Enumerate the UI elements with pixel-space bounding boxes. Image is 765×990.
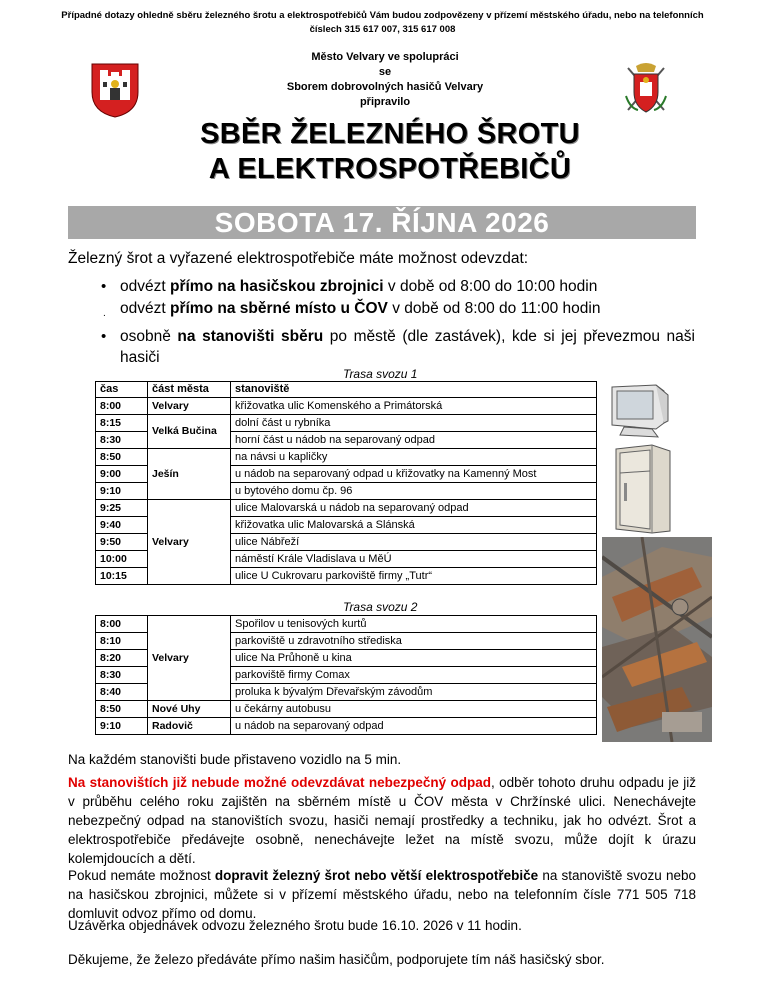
table-row: [96, 415, 597, 432]
time-cell: 9:10: [96, 718, 148, 735]
bullet-icon: •: [101, 328, 107, 345]
stop-cell: ulice Na Průhoně u kina: [231, 650, 597, 667]
option-text: po městě (dle zastávek), kde si jej převezmou naši hasiči: [120, 328, 695, 366]
time-cell: 9:00: [96, 466, 148, 483]
bullet-icon: •: [101, 278, 107, 295]
option-text: odvézt: [120, 300, 170, 317]
time-cell: 9:25: [96, 500, 148, 517]
intro-block: [230, 50, 540, 110]
time-cell: 9:40: [96, 517, 148, 534]
crt-monitor-icon: [608, 383, 670, 441]
table-header-row: [96, 382, 597, 398]
stop-cell: proluka k bývalým Dřevařským závodům: [231, 684, 597, 701]
intro-line: Město Velvary ve spolupráci: [311, 51, 459, 63]
part-cell: Velvary: [148, 500, 231, 585]
warning-text: , odběr tohoto druhu odpadu je již v průběhu celého roku zajištěn na sběrném místě u ČOV města v Chržínské ulici. Nenechávejte nebezpečný odpad na stanovištích svozu, hasiči nemají prostředky a techniku, jak ho odvézt. Šrot a elektrospotřebiče předávejte osobně, nenechávejte ležet na místě svozu, může dojít k úrazu kolemjdoucích a dětí.: [68, 775, 696, 866]
bullet-icon: .: [103, 308, 106, 319]
part-cell: Velvary: [148, 616, 231, 701]
time-cell: 8:30: [96, 432, 148, 449]
table-row: [96, 718, 597, 735]
table-row: [96, 398, 597, 415]
stop-cell: křižovatka ulic Komenského a Primátorská: [231, 398, 597, 415]
col-header-time: čas: [96, 382, 148, 398]
time-cell: 8:00: [96, 616, 148, 633]
date-banner: [68, 206, 696, 239]
stop-cell: parkoviště firmy Comax: [231, 667, 597, 684]
table-row: [96, 616, 597, 633]
time-cell: 8:30: [96, 667, 148, 684]
time-cell: 8:50: [96, 701, 148, 718]
time-cell: 10:00: [96, 551, 148, 568]
title-line: A ELEKTROSPOTŘEBIČŮ: [208, 153, 572, 185]
stop-cell: ulice Nábřeží: [231, 534, 597, 551]
stop-cell: náměstí Krále Vladislava u MěÚ: [231, 551, 597, 568]
time-cell: 8:40: [96, 684, 148, 701]
stop-cell: parkoviště u zdravotního střediska: [231, 633, 597, 650]
stop-cell: u bytového domu čp. 96: [231, 483, 597, 500]
time-cell: 8:10: [96, 633, 148, 650]
table-row: [96, 449, 597, 466]
stop-cell: Spořilov u tenisových kurtů: [231, 616, 597, 633]
option-text: v době od 8:00 do 10:00 hodin: [383, 278, 598, 295]
col-header-stop: stanoviště: [231, 382, 597, 398]
option-text: odvézt: [120, 278, 170, 295]
part-cell: Velká Bučina: [148, 415, 231, 449]
time-cell: 8:20: [96, 650, 148, 667]
thanks-note: Děkujeme, že železo předáváte přímo našim hasičům, podporujete tím náš hasičský sbor.: [68, 952, 605, 967]
top-note: Případné dotazy ohledně sběru železného šrotu a elektrospotřebičů Vám budou zodpovězeny v přízemí městského úřadu, nebo na telefonních číslech 315 617 007, 315 617 008: [61, 10, 704, 35]
firefighters-emblem-icon: [622, 60, 670, 116]
deadline-note: Uzávěrka objednávek odvozu železného šrotu bude 16.10. 2026 v 11 hodin.: [68, 918, 522, 933]
route1-table: [95, 381, 597, 585]
option-bold: přímo na hasičskou zbrojnici: [169, 278, 384, 295]
order-bold: dopravit železný šrot nebo větší elektrospotřebiče: [214, 868, 539, 883]
stop-cell: u nádob na separovaný odpad u křižovatky na Kamenný Most: [231, 466, 597, 483]
table-row: [96, 500, 597, 517]
warning-red-text: Na stanovištích již nebude možné odevzdávat nebezpečný odpad: [68, 775, 492, 790]
intro-line: Sborem dobrovolných hasičů Velvary: [286, 81, 484, 93]
time-cell: 10:15: [96, 568, 148, 585]
order-text: Pokud nemáte možnost: [68, 868, 215, 883]
intro-line: se: [378, 66, 392, 78]
stop-cell: na návsi u kapličky: [231, 449, 597, 466]
option-text: v době od 8:00 do 11:00 hodin: [387, 300, 601, 317]
stop-cell: ulice U Cukrovaru parkoviště firmy „Tutr“: [231, 568, 597, 585]
option-bold: na stanovišti sběru: [177, 328, 324, 345]
order-paragraph: [68, 866, 696, 923]
page-title: [90, 117, 690, 187]
col-header-part: část města: [148, 382, 231, 398]
refrigerator-icon: [612, 443, 674, 535]
time-cell: 9:10: [96, 483, 148, 500]
route2-table: [95, 615, 597, 735]
option-bold: přímo na sběrné místo u ČOV: [169, 300, 388, 317]
order-text: na stanoviště svozu nebo na hasičskou zbrojnici, můžete si v přízemí městského úřadu, nebo na telefonním čísle 771 505 718 domluvit odvoz přímo od domu.: [68, 868, 696, 921]
part-cell: Nové Uhy: [148, 701, 231, 718]
time-cell: 9:50: [96, 534, 148, 551]
option-item: [101, 326, 695, 368]
time-cell: 8:50: [96, 449, 148, 466]
route2-caption: Trasa svozu 2: [343, 600, 418, 614]
option-item: [101, 276, 598, 297]
warning-paragraph: [68, 773, 696, 868]
stop-cell: dolní část u rybníka: [231, 415, 597, 432]
scrap-metal-image: [602, 537, 712, 742]
velvary-coat-of-arms-icon: [90, 62, 140, 118]
stop-cell: horní část u nádob na separovaný odpad: [231, 432, 597, 449]
table-row: [96, 701, 597, 718]
part-cell: Ješín: [148, 449, 231, 500]
option-item: [103, 298, 601, 319]
part-cell: Radovič: [148, 718, 231, 735]
time-cell: 8:15: [96, 415, 148, 432]
part-cell: Velvary: [148, 398, 231, 415]
lead-text: Železný šrot a vyřazené elektrospotřebiče máte možnost odevzdat:: [68, 250, 529, 267]
route1-caption: Trasa svozu 1: [343, 367, 418, 381]
stop-cell: u nádob na separovaný odpad: [231, 718, 597, 735]
title-line: SBĚR ŽELEZNÉHO ŠROTU: [200, 118, 580, 150]
date-text: SOBOTA 17. ŘÍJNA 2026: [214, 207, 550, 238]
time-cell: 8:00: [96, 398, 148, 415]
vehicle-note: Na každém stanovišti bude přistaveno vozidlo na 5 min.: [68, 752, 402, 767]
stop-cell: u čekárny autobusu: [231, 701, 597, 718]
intro-line: připravilo: [359, 96, 411, 108]
option-text: osobně: [120, 328, 178, 345]
stop-cell: ulice Malovarská u nádob na separovaný odpad: [231, 500, 597, 517]
stop-cell: křižovatka ulic Malovarská a Slánská: [231, 517, 597, 534]
